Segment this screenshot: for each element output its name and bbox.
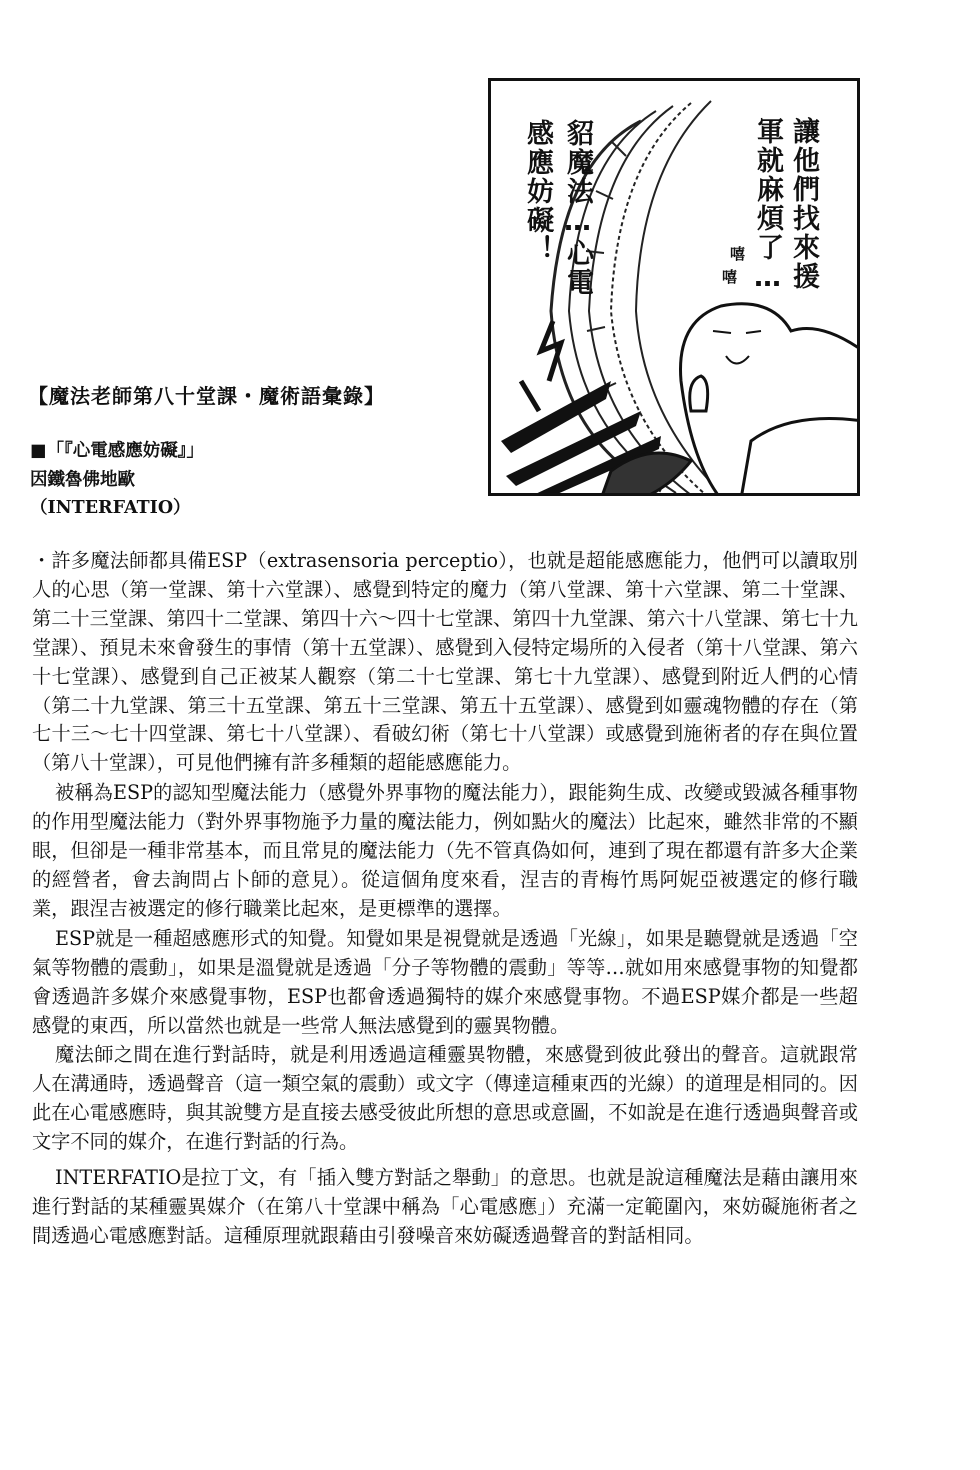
paragraph-esp-cognitive: 被稱為ESP的認知型魔法能力（感覺外界事物的魔法能力），跟能夠生成、改變或毀滅各種事物的作用型魔法能力（對外界事物施予力量的魔法能力，例如點火的魔法）比起來，雖然非常的不顯眼，但卻是一種非常基本，而且常見的魔法能力（先不管真偽如何，連到了現在都還有許多大企業的經營者，會去詢問占卜師的意見）。從這個角度來看，涅吉的青梅竹馬阿妮亞被選定的修行職業，跟涅吉被選定的修行職業比起來，是更標準的選擇。 [32,781,858,920]
term-latin: （INTERFATIO） [30,498,191,518]
comic-panel [488,78,860,496]
speech-bubble-right-col2: 軍就麻煩了… [752,117,783,295]
sfx-giggle-1: 嘻 [728,246,746,261]
sfx-giggle-2: 嘻 [720,269,738,284]
article-body [32,547,858,1252]
section-title: 【魔法老師第八十堂課・魔術語彙錄】 [28,384,385,408]
speech-bubble-left-col2: 感應妨礙！ [522,119,553,264]
paragraph-telepathy-dialogue: 魔法師之間在進行對話時，就是利用透過這種靈異物體，來感覺到彼此發出的聲音。這就跟常人在溝通時，透過聲音（這一類空氣的震動）或文字（傳達這種東西的光線）的道理是相同的。因此在心電感應時，與其說雙方是直接去感受彼此所想的意思或意圖，不如說是在進行透過與聲音或文字不同的媒介，在進行對話的行為。 [32,1043,858,1154]
term-transliteration: 因鐵魯佛地歐 [30,470,135,490]
paragraph-interfatio: INTERFATIO是拉丁文，有「插入雙方對話之舉動」的意思。也就是說這種魔法是藉由讓用來進行對話的某種靈異媒介（在第八十堂課中稱為「心電感應」）充滿一定範圍內，來妨礙施術者之間透過心電感應對話。這種原理就跟藉由引發噪音來妨礙透過聲音的對話相同。 [32,1166,858,1247]
term-name: ■「『心電感應妨礙』」 [30,441,205,461]
paragraph-esp-abilities: ・許多魔法師都具備ESP（extrasensoria perceptio），也就是超能感應能力，他們可以讀取別人的心思（第一堂課、第十六堂課）、感覺到特定的魔力（第八堂課、第十六堂課、第二十堂課、第二十三堂課、第四十二堂課、第四十六～四十七堂課、第四十九堂課、第六十八堂課、第七十九堂課）、預見未來會發生的事情（第十五堂課）、感覺到入侵特定場所的入侵者（第十八堂課、第六十七堂課）、感覺到自己正被某人觀察（第二十七堂課、第七十九堂課）、感覺到附近人們的心情（第二十九堂課、第三十五堂課、第五十三堂課、第五十五堂課）、感覺到如靈魂物體的存在（第七十三～七十四堂課、第七十八堂課）、看破幻術（第七十八堂課）或感覺到施術者的存在與位置（第八十堂課），可見他們擁有許多種類的超能感應能力。 [32,549,858,775]
paragraph-esp-perception: ESP就是一種超感應形式的知覺。知覺如果是視覺就是透過「光線」，如果是聽覺就是透過「空氣等物體的震動」，如果是溫覺就是透過「分子等物體的震動」等等…就如用來感覺事物的知覺都會透過許多媒介來感覺事物，ESP也都會透過獨特的媒介來感覺事物。不過ESP媒介都是一些超感覺的東西，所以當然也就是一些常人無法感覺到的靈異物體。 [32,926,858,1037]
speech-bubble-left-col1: 貂魔法…心電 [562,119,593,297]
speech-bubble-right-col1: 讓他們找來援 [788,117,819,291]
